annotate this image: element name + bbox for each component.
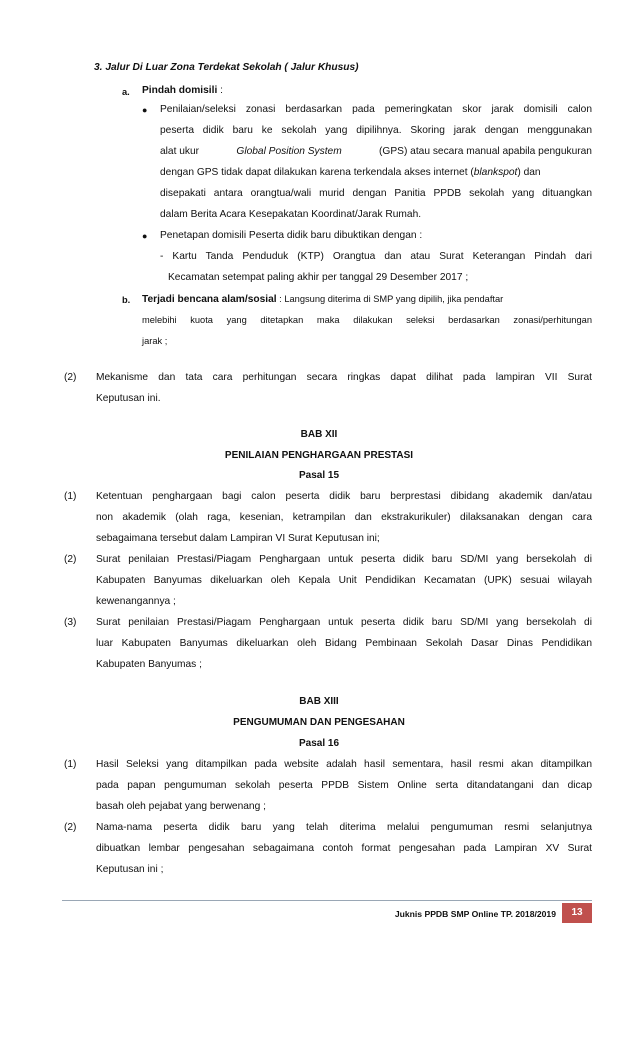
text-run: (GPS) atau secara manual apabila pengukuran [379,146,592,157]
paragraph-line: basah oleh pejabat yang berwenang ; [96,801,266,812]
paragraph-line: Kabupaten Banyumas dikeluarkan oleh Kepala Unit Pendidikan Kecamatan (UPK) sesuai wilayah [96,575,592,586]
paragraph-line: kewenangannya ; [96,596,176,607]
paragraph-line: Penetapan domisili Peserta didik baru dibuktikan dengan : [160,230,423,241]
subitem-marker-b: b. [122,295,131,305]
subitem-marker-a: a. [122,87,130,97]
paragraph-line: dalam Berita Acara Kesepakatan Koordinat/Jarak Rumah. [160,209,422,220]
text-run: alat ukur [160,146,200,157]
bullet-icon: ● [142,231,148,241]
paragraph-line: Hasil Seleksi yang ditampilkan pada website adalah hasil sementara, hasil resmi akan ditampilkan [96,759,592,770]
subitem-text-b: : Langsung diterima di SMP yang dipilih, jika pendaftar [276,294,504,304]
footer-title: Juknis PPDB SMP Online TP. 2018/2019 [394,909,556,919]
paragraph-line: disepakati antara orangtua/wali murid dengan Panitia PPDB sekolah yang dituangkan [160,188,592,199]
paragraph-line: Penilaian/seleksi zonasi berdasarkan pada pemeringkatan skor jarak domisili calon [160,104,592,115]
subitem-title-b [142,293,503,306]
paragraph-line [160,167,592,179]
page-number-badge: 13 [562,903,592,923]
bab-heading: BAB XIII [299,696,339,707]
text-run: dengan GPS tidak dapat dilakukan karena terkendala akses internet ( [160,167,474,178]
item-number: (3) [64,617,77,628]
paragraph-line: Keputusan ini ; [96,864,164,875]
paragraph-line: Mekanisme dan tata cara perhitungan secara ringkas dapat dilihat pada lampiran VII Surat [96,372,592,383]
paragraph-line: peserta didik baru ke sekolah yang dipilihnya. Skoring jarak dengan menggunakan [160,125,592,136]
paragraph-line: pada papan pengumuman sekolah peserta PPDB Sistem Online serta ditandatangani dan dicap [96,780,592,791]
paragraph-line: - Kartu Tanda Penduduk (KTP) Orangtua dan atau Surat Keterangan Pindah dari [160,251,592,262]
paragraph-line: Surat penilaian Prestasi/Piagam Penghargaan untuk peserta didik baru SD/MI yang bersekolah di [96,617,592,628]
paragraph-line: Nama-nama peserta didik baru yang telah diterima melalui pengumuman resmi selanjutnya [96,822,592,833]
paragraph-line: Ketentuan penghargaan bagi calon peserta didik baru berprestasi dibidang akademik dan/atau [96,491,592,502]
item-number: (2) [64,372,77,383]
italic-term: blankspot [473,167,518,178]
paragraph-line: Kabupaten Banyumas ; [96,659,202,670]
paragraph-line: dibuatkan lembar pengesahan sebagaimana contoh format pengesahan pada Lampiran XV Surat [96,843,592,854]
section-heading: 3. Jalur Di Luar Zona Terdekat Sekolah ( Jalur Khusus) [94,62,359,73]
subitem-title-a-text: Pindah domisili [142,85,218,96]
bullet-icon: ● [142,105,148,115]
subitem-title-b-text: Terjadi bencana alam/sosial [142,294,277,305]
paragraph-line: melebihi kuota yang ditetapkan maka dilakukan seleksi berdasarkan zonasi/perhitungan [142,315,592,325]
item-number: (2) [64,554,77,565]
text-run: ) dan [517,167,541,178]
italic-term: Global Position System [236,146,342,157]
pasal-heading: Pasal 15 [298,470,340,481]
subitem-title-a [142,85,223,97]
paragraph-line: jarak ; [142,336,168,346]
bab-heading: BAB XII [300,429,338,440]
paragraph-line: Surat penilaian Prestasi/Piagam Penghargaan untuk peserta didik baru SD/MI yang bersekolah di [96,554,592,565]
bab-title: PENGUMUMAN DAN PENGESAHAN [233,717,405,728]
subitem-title-a-colon: : [217,85,223,96]
bab-title: PENILAIAN PENGHARGAAN PRESTASI [224,450,414,461]
item-number: (1) [64,759,77,770]
footer-rule [62,900,592,901]
item-number: (1) [64,491,77,502]
paragraph-line [160,146,592,158]
item-number: (2) [64,822,77,833]
paragraph-line: sebagaimana tersebut dalam Lampiran VI Surat Keputusan ini; [96,533,380,544]
paragraph-line: Kecamatan setempat paling akhir per tanggal 29 Desember 2017 ; [168,272,469,283]
paragraph-line: Keputusan ini. [96,393,161,404]
paragraph-line: luar Kabupaten Banyumas dikeluarkan oleh Bidang Pembinaan Sekolah Dasar Dinas Pendidikan [96,638,592,649]
pasal-heading: Pasal 16 [298,738,340,749]
paragraph-line: non akademik (olah raga, kesenian, ketrampilan dan ekstrakurikuler) dilaksanakan dengan cara [96,512,592,523]
